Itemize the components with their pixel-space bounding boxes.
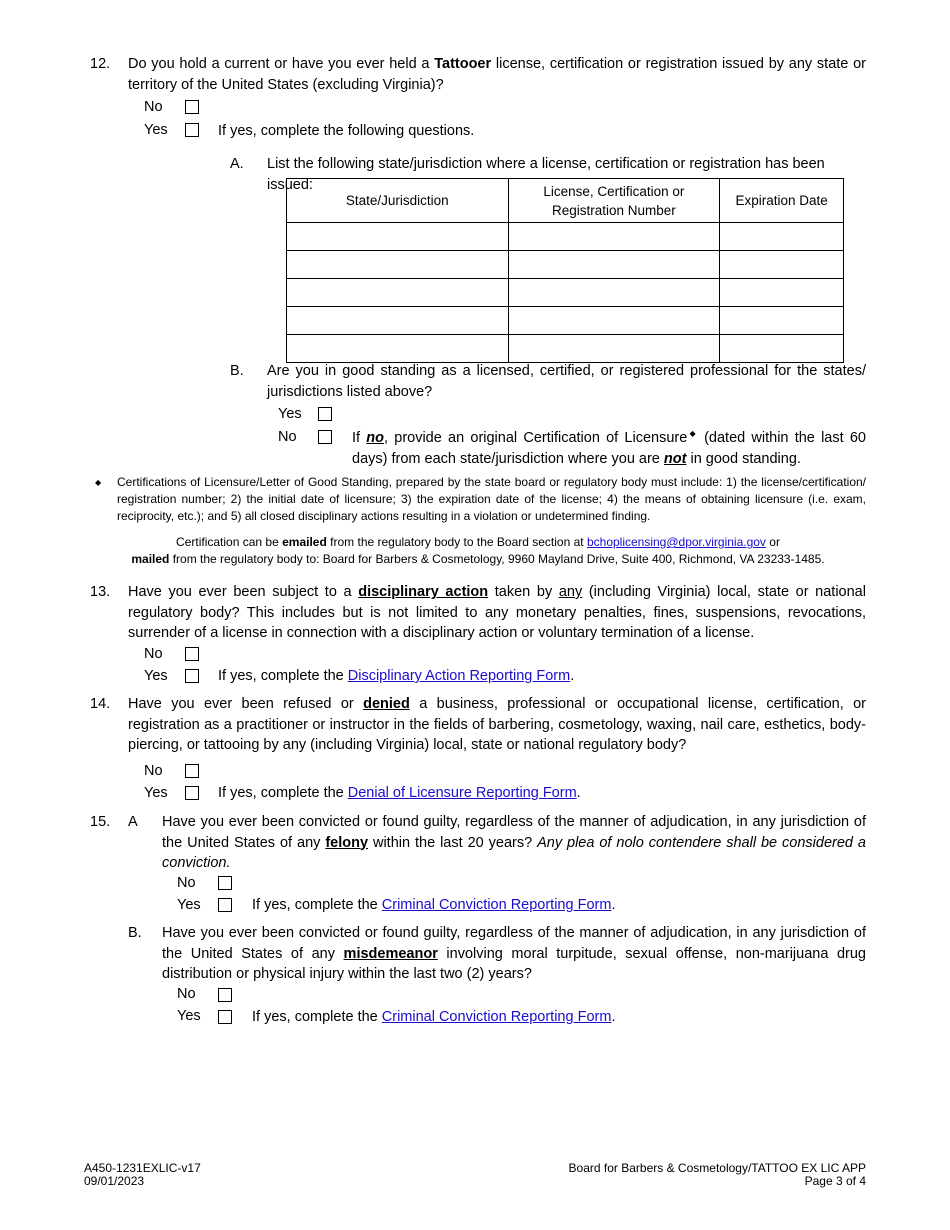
q15b-letter: B. [128, 925, 142, 941]
q13-yes-label: Yes [144, 668, 168, 684]
cell-expiration[interactable] [720, 251, 844, 279]
q12-tattooer-bold: Tattooer [434, 56, 492, 72]
cell-state[interactable] [287, 335, 509, 363]
q12-question: Do you hold a current or have you ever held a Tattooer license, certification or registration issued by any state or territory of the United States (excluding Virginia)? [128, 56, 866, 93]
q15a-yes-label: Yes [177, 897, 201, 913]
q15b-yes-checkbox[interactable] [218, 1010, 232, 1024]
footer-date: 09/01/2023 [84, 1174, 145, 1188]
q14-yes-label: Yes [144, 785, 168, 801]
q13-yes-checkbox[interactable] [185, 669, 199, 683]
criminal-conviction-form-link[interactable]: Criminal Conviction Reporting Form [381, 897, 612, 913]
disciplinary-action-form-link[interactable]: Disciplinary Action Reporting Form [347, 668, 571, 684]
q15b-yes-instruction: If yes, complete the Criminal Conviction Reporting Form. [252, 1009, 616, 1025]
q15a-yes-instruction: If yes, complete the Criminal Conviction Reporting Form. [252, 897, 616, 913]
q12b-yes-label: Yes [278, 406, 302, 422]
q13-question: Have you ever been subject to a disciplinary action taken by any (including Virginia) local, state or national regulatory body? This includes but is not limited to any monetary penalties, fines, suspensions, revocations, surrender of a license in connection with a disciplinary action or voluntary termination of a license. [128, 584, 866, 641]
q13-no-label: No [144, 646, 163, 662]
q15b-yes-label: Yes [177, 1008, 201, 1024]
footnote-email-line: Certification can be emailed from the regulatory body to the Board section at bchoplicensing@dpor.virginia.gov or [176, 535, 780, 549]
q12-number: 12. [90, 56, 111, 72]
cell-license-number[interactable] [508, 223, 720, 251]
jurisdiction-table [286, 178, 844, 363]
cell-expiration[interactable] [720, 223, 844, 251]
q14-yes-checkbox[interactable] [185, 786, 199, 800]
cell-expiration[interactable] [720, 307, 844, 335]
diamond-icon: ◆ [687, 429, 698, 439]
footer-form-id: A450-1231EXLIC-v17 [84, 1161, 201, 1175]
cell-expiration[interactable] [720, 335, 844, 363]
q15-number: 15. [90, 814, 111, 830]
cell-license-number[interactable] [508, 279, 720, 307]
q12b-no-instruction: If no, provide an original Certification of Licensure◆ (dated within the last 60 days) from each state/jurisdiction where you are not in good standing. [352, 429, 866, 467]
table-row [287, 223, 844, 251]
table-header-row [287, 179, 844, 223]
q12b-no-label: No [278, 429, 297, 445]
q14-no-label: No [144, 763, 163, 779]
cell-state[interactable] [287, 223, 509, 251]
board-email-link[interactable]: bchoplicensing@dpor.virginia.gov [586, 535, 766, 549]
q15b-question: Have you ever been convicted or found guilty, regardless of the manner of adjudication, in any jurisdiction of the United States of any misdemeanor involving moral turpitude, sexual offense, non-marijuana drug distribution or physical injury within the last two (2) years? [162, 925, 866, 982]
q12-no-checkbox[interactable] [185, 100, 199, 114]
cell-license-number[interactable] [508, 307, 720, 335]
q12b-letter: B. [230, 363, 244, 379]
q14-yes-instruction: If yes, complete the Denial of Licensure Reporting Form. [218, 785, 581, 801]
q15a-no-checkbox[interactable] [218, 876, 232, 890]
table-row [287, 307, 844, 335]
criminal-conviction-form-link-b[interactable]: Criminal Conviction Reporting Form [381, 1009, 612, 1025]
q12-no-label: No [144, 99, 163, 115]
cell-expiration[interactable] [720, 279, 844, 307]
q12-yes-label: Yes [144, 122, 168, 138]
footer-board: Board for Barbers & Cosmetology/TATTOO EX LIC APP [568, 1161, 866, 1175]
q12b-text: Are you in good standing as a licensed, certified, or registered professional for the states/ jurisdictions listed above? [267, 363, 866, 400]
q12b-no-checkbox[interactable] [318, 430, 332, 444]
cell-license-number[interactable] [508, 251, 720, 279]
q15a-letter: A [128, 814, 138, 830]
q13-no-checkbox[interactable] [185, 647, 199, 661]
q15a-question: Have you ever been convicted or found guilty, regardless of the manner of adjudication, in any jurisdiction of the United States of any felony within the last 20 years? Any plea of nolo contendere shall be considered a conviction. [162, 814, 866, 871]
q15a-no-label: No [177, 875, 196, 891]
q12-yes-checkbox[interactable] [185, 123, 199, 137]
q12b-yes-checkbox[interactable] [318, 407, 332, 421]
denial-of-licensure-form-link[interactable]: Denial of Licensure Reporting Form [347, 785, 577, 801]
q14-no-checkbox[interactable] [185, 764, 199, 778]
q15b-no-label: No [177, 986, 196, 1002]
table-row [287, 335, 844, 363]
cell-state[interactable] [287, 279, 509, 307]
header-state-jurisdiction: State/Jurisdiction [287, 179, 509, 223]
header-expiration-date: Expiration Date [720, 179, 844, 223]
q14-question: Have you ever been refused or denied a business, professional or occupational license, certification, or registration as a practitioner or instructor in the fields of barbering, cosmetology, waxing, nail care, esthetics, body-piercing, or tattooing by any (including Virginia) local, state or national regulatory body? [128, 696, 866, 753]
footnote-text: Certifications of Licensure/Letter of Good Standing, prepared by the state board or regulatory body must include: 1) the license/certification/ registration number; 2) the initial date of licensure; 3) the expiration date of the license; 4) the means of obtaining licensure (i.e. exam, reciprocity, etc.); and 5) all closed disciplinary actions resulting in a violation or undetermined finding. [117, 475, 866, 523]
cell-state[interactable] [287, 307, 509, 335]
footnote-mail-line: mailed from the regulatory body to: Board for Barbers & Cosmetology, 9960 Mayland Drive, Suite 400, Richmond, VA 23233-1485. [131, 552, 825, 566]
q14-number: 14. [90, 696, 111, 712]
q12a-text: List the following state/jurisdiction where a license, certification or registration has been issued: [267, 156, 825, 193]
q13-number: 13. [90, 584, 111, 600]
table-row [287, 279, 844, 307]
q12-yes-instruction: If yes, complete the following questions. [218, 123, 475, 139]
table-row [287, 251, 844, 279]
q15b-no-checkbox[interactable] [218, 988, 232, 1002]
q12a-letter: A. [230, 156, 244, 172]
cell-state[interactable] [287, 251, 509, 279]
header-license-number: License, Certification or Registration Number [508, 179, 720, 223]
cell-license-number[interactable] [508, 335, 720, 363]
q15a-yes-checkbox[interactable] [218, 898, 232, 912]
footer-page-number: Page 3 of 4 [804, 1174, 866, 1188]
footnote-diamond-icon: ◆ [95, 478, 102, 487]
q13-yes-instruction: If yes, complete the Disciplinary Action Reporting Form. [218, 668, 575, 684]
